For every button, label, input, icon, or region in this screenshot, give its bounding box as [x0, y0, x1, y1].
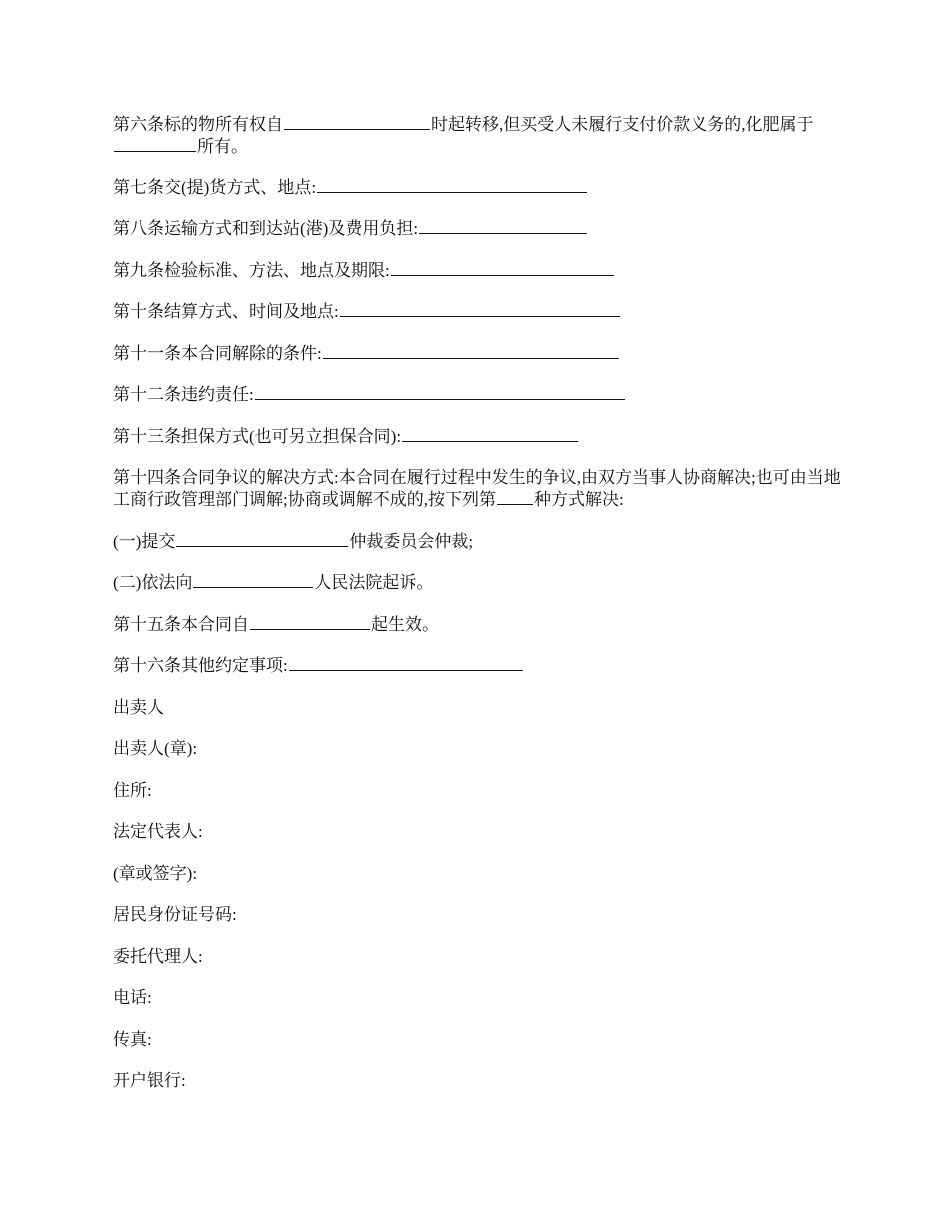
article-11	[113, 343, 843, 365]
article-6-post: 所有。	[197, 137, 248, 156]
effective-date-blank[interactable]	[250, 614, 370, 630]
seller-bank-label: 开户银行:	[113, 1071, 186, 1090]
other-matters-blank[interactable]	[289, 655, 523, 671]
owner-party-blank[interactable]	[114, 136, 196, 152]
article-14	[113, 467, 843, 511]
article-6-pre: 第六条标的物所有权自	[113, 115, 283, 134]
article-15-pre: 第十五条本合同自	[113, 615, 249, 634]
inspection-blank[interactable]	[391, 260, 614, 276]
article-12-label: 第十二条违约责任:	[113, 385, 254, 404]
article-8	[113, 218, 843, 240]
article-6-mid: 时起转移,但买受人未履行支付价款义务的,化肥属于	[431, 115, 814, 134]
liability-blank[interactable]	[255, 384, 625, 400]
option-2-post: 人民法院起诉。	[314, 573, 434, 592]
article-16-label: 第十六条其他约定事项:	[113, 656, 288, 675]
option-2-pre: (二)依法向	[113, 573, 193, 592]
ownership-transfer-time-blank[interactable]	[284, 114, 430, 130]
resolution-option-blank[interactable]	[497, 489, 533, 505]
seller-address-label: 住所:	[113, 781, 152, 800]
option-1-post: 仲裁委员会仲裁;	[349, 532, 474, 551]
seller-seal-sign-label: (章或签字):	[113, 864, 198, 883]
seller-stamp-label: 出卖人(章):	[113, 739, 198, 758]
seller-id-number-label: 居民身份证号码:	[113, 905, 237, 924]
option-2	[113, 572, 843, 594]
article-7	[113, 177, 843, 199]
seller-fax-label: 传真:	[113, 1030, 152, 1049]
article-15	[113, 614, 843, 636]
delivery-method-blank[interactable]	[317, 177, 587, 193]
settlement-blank[interactable]	[340, 301, 620, 317]
article-9-label: 第九条检验标准、方法、地点及期限:	[113, 261, 390, 280]
article-13-label: 第十三条担保方式(也可另立担保合同):	[113, 427, 402, 446]
article-10-label: 第十条结算方式、时间及地点:	[113, 302, 339, 321]
seller-phone-label: 电话:	[113, 988, 152, 1007]
transport-cost-blank[interactable]	[419, 218, 587, 234]
article-16	[113, 655, 843, 677]
seller-agent-label: 委托代理人:	[113, 947, 203, 966]
article-6	[113, 114, 843, 158]
article-12	[113, 384, 843, 406]
article-14-post: 种方式解决:	[533, 490, 624, 509]
article-14-pre: 第十四条合同争议的解决方式:本合同在履行过程中发生的争议,由双方当事人协商解决;也可由当地工商行政管理部门调解;协商或调解不成的,按下列第	[113, 468, 841, 509]
court-blank[interactable]	[193, 572, 313, 588]
article-7-label: 第七条交(提)货方式、地点:	[113, 178, 317, 197]
arbitration-committee-blank[interactable]	[176, 531, 348, 547]
guarantee-blank[interactable]	[402, 426, 578, 442]
article-9	[113, 260, 843, 282]
option-1	[113, 531, 843, 553]
option-1-pre: (一)提交	[113, 532, 176, 551]
article-11-label: 第十一条本合同解除的条件:	[113, 344, 322, 363]
article-13	[113, 426, 843, 448]
seller-legal-rep-label: 法定代表人:	[113, 822, 203, 841]
article-15-post: 起生效。	[371, 615, 439, 634]
article-8-label: 第八条运输方式和到达站(港)及费用负担:	[113, 219, 419, 238]
article-10	[113, 301, 843, 323]
seller-heading: 出卖人	[113, 698, 164, 717]
termination-conditions-blank[interactable]	[323, 343, 619, 359]
